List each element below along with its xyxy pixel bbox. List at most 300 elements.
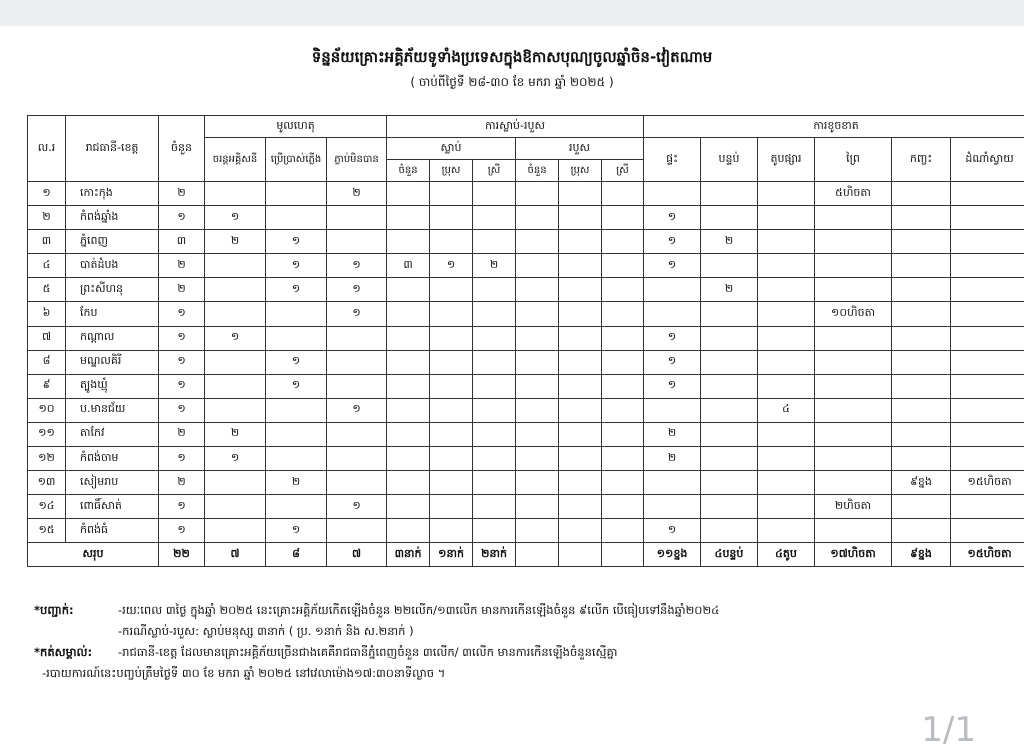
table-row — [28, 447, 1024, 471]
table-cell-d2 — [430, 471, 473, 495]
table-cell-h: ១ — [644, 206, 701, 230]
table-cell-d1 — [387, 471, 430, 495]
table-cell-cnt: ២ — [159, 471, 205, 495]
note-label-clarification: *បញ្ជាក់: — [34, 603, 74, 617]
table-cell-h: ១ — [644, 326, 701, 350]
header-injured-num: ចំនួន — [516, 160, 559, 182]
table-row — [28, 230, 1024, 254]
table-cell-i3 — [602, 302, 644, 326]
table-cell-r — [701, 519, 758, 543]
table-cell-c1 — [205, 374, 266, 398]
table-cell-c2: ១ — [266, 350, 327, 374]
header-forest: ព្រៃ — [815, 138, 892, 182]
table-cell-c2 — [266, 422, 327, 446]
table-row — [28, 495, 1024, 519]
table-cell-prov: ព្រះសីហនុ — [66, 278, 159, 302]
table-cell-b — [758, 495, 815, 519]
table-cell-i3 — [602, 326, 644, 350]
table-cell-b — [758, 447, 815, 471]
table-cell-c2 — [266, 182, 327, 206]
table-cell-d3 — [473, 182, 516, 206]
table-cell-k — [892, 519, 951, 543]
table-cell-r — [701, 254, 758, 278]
table-row — [28, 254, 1024, 278]
table-cell-c3 — [327, 326, 387, 350]
table-cell-c2 — [266, 447, 327, 471]
note-line-2: -ករណីស្លាប់-របួស: ស្លាប់មនុស្ស ៣នាក់ ( ប្រ. ១នាក់ និង ស.២នាក់ ) — [118, 624, 414, 638]
table-row — [28, 422, 1024, 446]
document-subtitle: ( ចាប់ពីថ្ងៃទី ២៨-៣០ ខែ មករា ឆ្នាំ ២០២៥ ) — [410, 75, 614, 89]
table-cell-i1 — [516, 254, 559, 278]
table-cell-r — [701, 374, 758, 398]
table-cell-h: ១ — [644, 519, 701, 543]
table-cell-k — [892, 374, 951, 398]
table-cell-i2 — [559, 278, 602, 302]
table-cell-d3 — [473, 398, 516, 422]
table-cell-r — [701, 206, 758, 230]
table-cell-c1 — [205, 398, 266, 422]
table-cell-c1 — [205, 519, 266, 543]
table-cell-cnt: ២ — [159, 182, 205, 206]
table-cell-f — [815, 374, 892, 398]
table-cell-c2 — [266, 398, 327, 422]
table-cell-c3: ១ — [327, 495, 387, 519]
header-injured-female: ស្រី — [602, 160, 644, 182]
table-cell-i2 — [559, 447, 602, 471]
header-casualty: ការស្លាប់-របួស — [387, 116, 644, 138]
table-row — [28, 206, 1024, 230]
table-cell-i2 — [559, 374, 602, 398]
table-cell-prov: បាត់ដំបង — [66, 254, 159, 278]
table-row — [28, 326, 1024, 350]
table-cell-s — [951, 326, 1024, 350]
table-cell-c3 — [327, 447, 387, 471]
notes-section — [34, 600, 994, 684]
table-cell-f — [815, 398, 892, 422]
table-cell-s — [951, 374, 1024, 398]
total-row — [28, 543, 1024, 567]
header-dead: ស្លាប់ — [387, 138, 516, 160]
table-cell-f: ១០ហិចតា — [815, 302, 892, 326]
header-dead-male: ប្រុស — [430, 160, 473, 182]
table-cell-s — [951, 422, 1024, 446]
table-cell-i2 — [559, 495, 602, 519]
table-cell-i1 — [516, 302, 559, 326]
table-cell-d2 — [430, 447, 473, 471]
table-cell-i1 — [516, 350, 559, 374]
table-cell-prov: មណ្ឌលគិរី — [66, 350, 159, 374]
table-cell-f — [815, 519, 892, 543]
table-cell-r: ២ — [701, 230, 758, 254]
table-cell-s — [951, 519, 1024, 543]
table-cell-k — [892, 447, 951, 471]
document-title: ទិន្នន័យគ្រោះអគ្គិភ័យទូទាំងប្រទេសក្នុងឱកាសបុណ្យចូលឆ្នាំចិន-វៀតណាម — [311, 48, 713, 66]
table-cell-no: ៦ — [28, 302, 66, 326]
table-cell-k — [892, 422, 951, 446]
table-cell-d3 — [473, 374, 516, 398]
table-cell-h: ១ — [644, 254, 701, 278]
table-cell-c2: ១ — [266, 254, 327, 278]
table-row — [28, 302, 1024, 326]
table-cell-prov: កំពង់ចាម — [66, 447, 159, 471]
table-cell-d3 — [473, 422, 516, 446]
table-cell-i3 — [602, 374, 644, 398]
table-cell-s — [951, 230, 1024, 254]
table-cell-i2 — [559, 326, 602, 350]
table-cell-h: ២ — [644, 447, 701, 471]
table-row — [28, 519, 1024, 543]
header-cause-fire: ប្រើប្រាស់ភ្លើង — [266, 138, 327, 182]
table-cell-cnt: ១ — [159, 326, 205, 350]
table-row — [28, 350, 1024, 374]
total-cell-cnt: ២២ — [159, 543, 205, 567]
table-cell-c1 — [205, 350, 266, 374]
table-cell-prov: កណ្ដាល — [66, 326, 159, 350]
table-cell-d3: ២ — [473, 254, 516, 278]
table-cell-d2 — [430, 519, 473, 543]
table-cell-b — [758, 254, 815, 278]
table-cell-s — [951, 278, 1024, 302]
table-row — [28, 471, 1024, 495]
table-cell-b — [758, 350, 815, 374]
table-cell-cnt: ១ — [159, 350, 205, 374]
table-cell-d2 — [430, 374, 473, 398]
table-cell-i2 — [559, 471, 602, 495]
table-cell-k — [892, 302, 951, 326]
table-cell-d1 — [387, 206, 430, 230]
table-cell-i3 — [602, 278, 644, 302]
table-cell-d1 — [387, 374, 430, 398]
table-cell-h — [644, 182, 701, 206]
table-cell-i2 — [559, 182, 602, 206]
table-cell-k — [892, 206, 951, 230]
table-cell-no: ១០ — [28, 398, 66, 422]
table-cell-prov: កំពង់ធំ — [66, 519, 159, 543]
table-cell-c2 — [266, 495, 327, 519]
table-cell-f — [815, 230, 892, 254]
header-injured-male: ប្រុស — [559, 160, 602, 182]
table-cell-c3 — [327, 350, 387, 374]
table-cell-cnt: ១ — [159, 374, 205, 398]
table-cell-cnt: ១ — [159, 495, 205, 519]
table-cell-f — [815, 422, 892, 446]
table-cell-i3 — [602, 398, 644, 422]
table-cell-cnt: ២ — [159, 422, 205, 446]
total-cell-d2: ១នាក់ — [430, 543, 473, 567]
table-cell-d3 — [473, 230, 516, 254]
table-cell-r — [701, 495, 758, 519]
table-cell-c1 — [205, 302, 266, 326]
table-cell-cnt: ១ — [159, 447, 205, 471]
table-cell-s — [951, 495, 1024, 519]
table-cell-c1 — [205, 471, 266, 495]
table-cell-i2 — [559, 302, 602, 326]
table-cell-k — [892, 326, 951, 350]
table-cell-d2 — [430, 422, 473, 446]
table-cell-d1 — [387, 495, 430, 519]
table-cell-f — [815, 254, 892, 278]
table-cell-no: ១៥ — [28, 519, 66, 543]
table-cell-h: ១ — [644, 230, 701, 254]
table-cell-d2 — [430, 326, 473, 350]
table-cell-s — [951, 398, 1024, 422]
table-cell-c2 — [266, 302, 327, 326]
table-cell-d1 — [387, 302, 430, 326]
table-cell-i1 — [516, 447, 559, 471]
table-cell-s — [951, 447, 1024, 471]
table-cell-b — [758, 230, 815, 254]
fire-incident-table — [27, 115, 1024, 567]
total-cell-c1: ៧ — [205, 543, 266, 567]
table-cell-i3 — [602, 350, 644, 374]
table-cell-i2 — [559, 206, 602, 230]
note-label-remark: *កត់សម្គាល់: — [34, 645, 93, 659]
table-cell-s: ១៥ហិចតា — [951, 471, 1024, 495]
table-cell-b: ៤ — [758, 398, 815, 422]
document-page — [0, 26, 1024, 744]
table-cell-f — [815, 471, 892, 495]
table-cell-i2 — [559, 230, 602, 254]
header-count: ចំនួន — [159, 116, 205, 182]
table-cell-i1 — [516, 230, 559, 254]
table-cell-r: ២ — [701, 278, 758, 302]
total-cell-s: ១៥ហិចតា — [951, 543, 1024, 567]
table-cell-h: ១ — [644, 374, 701, 398]
table-cell-f — [815, 447, 892, 471]
table-cell-h — [644, 495, 701, 519]
table-cell-i3 — [602, 495, 644, 519]
table-cell-i1 — [516, 398, 559, 422]
header-cause: មូលហេតុ — [205, 116, 387, 138]
table-cell-s — [951, 254, 1024, 278]
table-cell-no: ១៣ — [28, 471, 66, 495]
table-cell-b — [758, 182, 815, 206]
table-cell-d3 — [473, 326, 516, 350]
table-cell-f — [815, 326, 892, 350]
table-cell-c3: ១ — [327, 398, 387, 422]
table-cell-c3 — [327, 374, 387, 398]
table-cell-b — [758, 374, 815, 398]
table-cell-i1 — [516, 278, 559, 302]
table-cell-no: ៣ — [28, 230, 66, 254]
table-cell-c1: ១ — [205, 326, 266, 350]
table-cell-no: ១ — [28, 182, 66, 206]
table-cell-d1 — [387, 519, 430, 543]
table-cell-d3 — [473, 302, 516, 326]
table-cell-s — [951, 350, 1024, 374]
table-cell-no: ១២ — [28, 447, 66, 471]
table-cell-d2 — [430, 278, 473, 302]
table-cell-s — [951, 206, 1024, 230]
table-cell-d2 — [430, 230, 473, 254]
table-cell-d1 — [387, 398, 430, 422]
total-cell-i1 — [516, 543, 559, 567]
table-cell-d2 — [430, 398, 473, 422]
table-cell-k — [892, 278, 951, 302]
table-cell-i2 — [559, 254, 602, 278]
table-cell-k — [892, 495, 951, 519]
table-cell-c1: ១ — [205, 206, 266, 230]
table-cell-no: ៧ — [28, 326, 66, 350]
table-cell-i3 — [602, 254, 644, 278]
table-body — [28, 182, 1024, 567]
table-cell-b — [758, 302, 815, 326]
table-cell-c3 — [327, 206, 387, 230]
table-cell-prov: កែប — [66, 302, 159, 326]
table-cell-c2 — [266, 326, 327, 350]
table-cell-i3 — [602, 206, 644, 230]
table-cell-i3 — [602, 182, 644, 206]
total-cell-k: ៩ខ្នង — [892, 543, 951, 567]
table-cell-prov: តាកែវ — [66, 422, 159, 446]
table-cell-k — [892, 230, 951, 254]
total-cell-c3: ៧ — [327, 543, 387, 567]
header-booth: តូបផ្សារ — [758, 138, 815, 182]
table-cell-d1 — [387, 447, 430, 471]
table-cell-k: ៩ខ្នង — [892, 471, 951, 495]
table-cell-c3: ១ — [327, 302, 387, 326]
table-cell-prov: កោះកុង — [66, 182, 159, 206]
table-cell-b — [758, 206, 815, 230]
table-cell-i1 — [516, 182, 559, 206]
table-cell-r — [701, 182, 758, 206]
header-cause-electric: ចរន្តអគ្គិសនី — [205, 138, 266, 182]
table-cell-i1 — [516, 519, 559, 543]
table-cell-h — [644, 302, 701, 326]
total-cell-d1: ៣នាក់ — [387, 543, 430, 567]
table-cell-prov: កំពង់ឆ្នាំង — [66, 206, 159, 230]
table-cell-k — [892, 182, 951, 206]
table-cell-i1 — [516, 326, 559, 350]
table-cell-prov: ភ្នំពេញ — [66, 230, 159, 254]
table-cell-i1 — [516, 374, 559, 398]
table-cell-f: ៥ហិចតា — [815, 182, 892, 206]
table-cell-h — [644, 278, 701, 302]
table-cell-d1 — [387, 182, 430, 206]
table-cell-d3 — [473, 495, 516, 519]
table-cell-c1 — [205, 278, 266, 302]
table-cell-h — [644, 398, 701, 422]
table-cell-h — [644, 471, 701, 495]
total-cell-c2: ៨ — [266, 543, 327, 567]
header-dead-num: ចំនួន — [387, 160, 430, 182]
table-cell-f — [815, 278, 892, 302]
table-cell-no: ៨ — [28, 350, 66, 374]
table-cell-b — [758, 278, 815, 302]
table-cell-cnt: ១ — [159, 206, 205, 230]
table-cell-b — [758, 326, 815, 350]
note-line-1: -រយៈពេល ៣ថ្ងៃ ក្នុងឆ្នាំ ២០២៥ នេះគ្រោះអគ្គិភ័យកើតឡើងចំនួន ២២លើក/១៣លើក មានការកើនឡើងចំនួន ៩លើក បើធៀបទៅនឹងឆ្នាំ២០២៤ — [118, 603, 720, 617]
total-cell-h: ១១ខ្នង — [644, 543, 701, 567]
table-cell-r — [701, 471, 758, 495]
table-cell-s — [951, 182, 1024, 206]
table-cell-c1: ២ — [205, 230, 266, 254]
table-cell-d1: ៣ — [387, 254, 430, 278]
table-cell-h: ១ — [644, 350, 701, 374]
table-cell-cnt: ១ — [159, 302, 205, 326]
table-cell-i1 — [516, 422, 559, 446]
header-factory: កញ្ចះ — [892, 138, 951, 182]
table-cell-d2 — [430, 350, 473, 374]
table-cell-r — [701, 302, 758, 326]
table-cell-i1 — [516, 471, 559, 495]
table-cell-c1 — [205, 182, 266, 206]
table-cell-c1: ២ — [205, 422, 266, 446]
total-cell-f: ១៧ហិចតា — [815, 543, 892, 567]
table-cell-d1 — [387, 278, 430, 302]
table-cell-f — [815, 206, 892, 230]
table-cell-c2: ១ — [266, 230, 327, 254]
header-no: ល.រ — [28, 116, 66, 182]
table-cell-r — [701, 350, 758, 374]
table-cell-d1 — [387, 422, 430, 446]
table-cell-c3 — [327, 471, 387, 495]
table-cell-r — [701, 326, 758, 350]
table-cell-d2 — [430, 182, 473, 206]
table-cell-no: ៥ — [28, 278, 66, 302]
total-cell-b: ៤តូប — [758, 543, 815, 567]
table-cell-d2 — [430, 302, 473, 326]
table-cell-cnt: ១ — [159, 398, 205, 422]
table-cell-b — [758, 471, 815, 495]
header-dead-female: ស្រី — [473, 160, 516, 182]
total-cell-d3: ២នាក់ — [473, 543, 516, 567]
table-cell-i3 — [602, 422, 644, 446]
table-cell-c2: ២ — [266, 471, 327, 495]
header-damage: ការខូចខាត — [644, 116, 1024, 138]
table-cell-i2 — [559, 398, 602, 422]
table-cell-cnt: ២ — [159, 278, 205, 302]
table-cell-i1 — [516, 206, 559, 230]
table-cell-c1 — [205, 495, 266, 519]
table-cell-no: ១១ — [28, 422, 66, 446]
table-cell-c2: ១ — [266, 519, 327, 543]
table-cell-c2: ១ — [266, 278, 327, 302]
viewer-top-bar — [0, 0, 1024, 26]
table-cell-no: ៤ — [28, 254, 66, 278]
table-cell-i3 — [602, 519, 644, 543]
table-cell-prov: ប.មានជ័យ — [66, 398, 159, 422]
table-cell-i2 — [559, 350, 602, 374]
total-cell-i2 — [559, 543, 602, 567]
table-cell-d2 — [430, 495, 473, 519]
table-cell-f — [815, 350, 892, 374]
table-row — [28, 374, 1024, 398]
table-cell-c3: ១ — [327, 278, 387, 302]
total-label: សរុប — [28, 543, 159, 567]
table-cell-i3 — [602, 447, 644, 471]
table-cell-cnt: ២ — [159, 254, 205, 278]
header-room: បន្ទប់ — [701, 138, 758, 182]
table-cell-d3 — [473, 519, 516, 543]
table-cell-d2 — [430, 206, 473, 230]
table-cell-b — [758, 422, 815, 446]
page-indicator: 1/1 — [921, 710, 976, 744]
header-injured: របួស — [516, 138, 644, 160]
table-cell-d3 — [473, 350, 516, 374]
table-cell-prov: ពោធិ៍សាត់ — [66, 495, 159, 519]
table-cell-r — [701, 398, 758, 422]
table-cell-d1 — [387, 230, 430, 254]
table-cell-i1 — [516, 495, 559, 519]
table-cell-r — [701, 422, 758, 446]
table-cell-prov: ត្បូងឃ្មុំ — [66, 374, 159, 398]
table-row — [28, 278, 1024, 302]
table-cell-d3 — [473, 447, 516, 471]
table-cell-h: ២ — [644, 422, 701, 446]
table-cell-c2 — [266, 206, 327, 230]
table-cell-cnt: ១ — [159, 519, 205, 543]
